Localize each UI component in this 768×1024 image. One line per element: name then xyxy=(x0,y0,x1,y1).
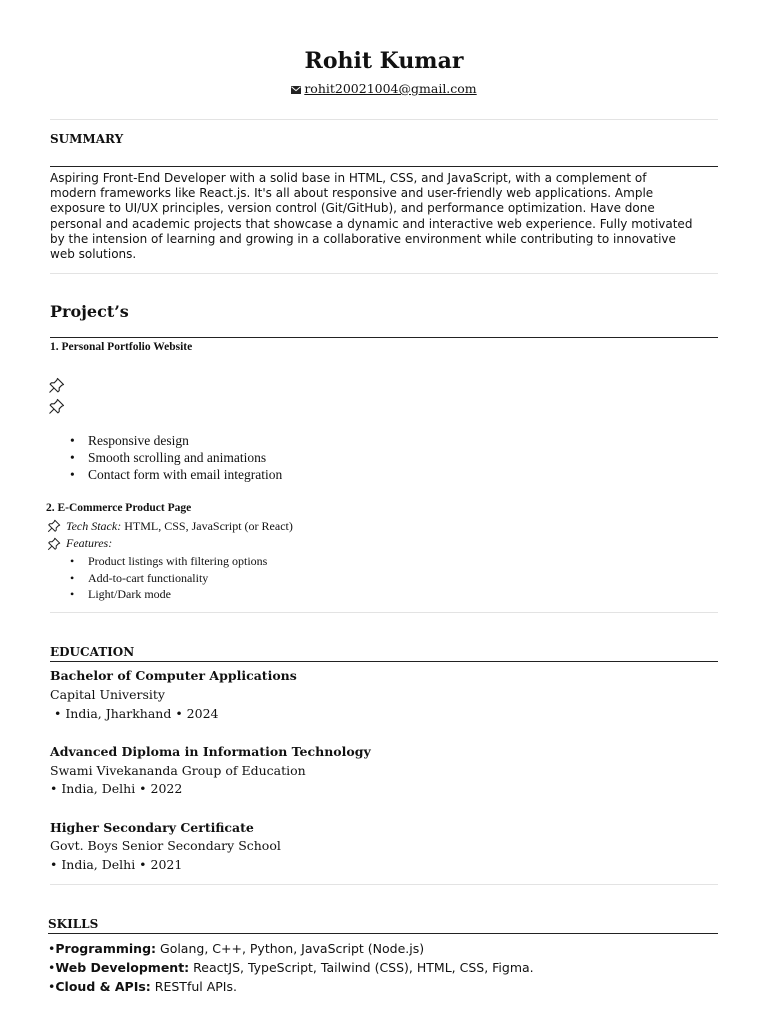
education-heading: EDUCATION xyxy=(50,645,135,659)
pushpin-icon xyxy=(47,519,61,533)
list-item: • Add-to-cart functionality xyxy=(66,570,267,587)
skill-item: •Web Development: ReactJS, TypeScript, Tailwind (CSS), HTML, CSS, Figma. xyxy=(48,960,534,975)
skill-label: Web Development: xyxy=(55,960,190,975)
skills-heading: SKILLS xyxy=(48,917,99,931)
pushpin-icon xyxy=(48,398,65,415)
divider xyxy=(50,612,718,613)
project-title: 2. E-Commerce Product Page xyxy=(46,502,192,514)
list-item: • Contact form with email integration xyxy=(66,467,282,484)
section-rule xyxy=(50,661,718,662)
skill-value: Golang, C++, Python, JavaScript (Node.js) xyxy=(156,941,425,956)
section-rule xyxy=(50,337,718,338)
skill-value: ReactJS, TypeScript, Tailwind (CSS), HTML, CSS, Figma. xyxy=(189,960,534,975)
contact-line xyxy=(0,81,768,96)
email-link[interactable]: rohit20021004@gmail.com xyxy=(304,81,477,96)
list-item: • Smooth scrolling and animations xyxy=(66,450,282,467)
degree-title: Bachelor of Computer Applications xyxy=(50,668,297,683)
project-title: 1. Personal Portfolio Website xyxy=(50,341,193,353)
skill-item: •Programming: Golang, C++, Python, JavaScript (Node.js) xyxy=(48,941,425,956)
summary-line: by the intension of learning and growing in a collaborative environment while contributing to innovative xyxy=(50,231,676,246)
pushpin-icon xyxy=(47,537,61,551)
location-year: • India, Delhi • 2021 xyxy=(50,857,183,872)
degree-title: Higher Secondary Certificate xyxy=(50,820,254,835)
summary-line: exposure to UI/UX principles, version control (Git/GitHub), and performance optimization. Have done xyxy=(50,201,655,216)
section-rule xyxy=(48,933,718,934)
summary-heading: SUMMARY xyxy=(50,132,124,146)
summary-line: modern frameworks like React.js. It's all about responsive and user-friendly web applications. Ample xyxy=(50,186,654,201)
tech-stack-label: Tech Stack: xyxy=(66,519,122,533)
summary-line: web solutions. xyxy=(50,247,137,262)
skill-label: Programming: xyxy=(55,941,157,956)
project-feature-list xyxy=(66,553,267,603)
tech-stack-value: HTML, CSS, JavaScript (or React) xyxy=(121,519,293,533)
divider xyxy=(50,119,718,120)
tech-stack-line xyxy=(66,519,293,534)
project-feature-list xyxy=(66,433,282,483)
location-year: • India, Jharkhand • 2024 xyxy=(54,706,219,721)
projects-heading: Project’s xyxy=(50,302,129,321)
degree-title: Advanced Diploma in Information Technology xyxy=(50,744,371,759)
section-rule xyxy=(50,166,718,167)
location-year: • India, Delhi • 2022 xyxy=(50,781,183,796)
list-item: • Product listings with filtering options xyxy=(66,553,267,570)
institution-name: Swami Vivekananda Group of Education xyxy=(50,763,306,778)
institution-name: Capital University xyxy=(50,687,165,702)
pushpin-icon xyxy=(48,377,65,394)
skill-label: Cloud & APIs: xyxy=(55,979,151,994)
envelope-icon xyxy=(291,86,301,94)
summary-text xyxy=(50,171,718,262)
skill-item: •Cloud & APIs: RESTful APIs. xyxy=(48,979,237,994)
skill-value: RESTful APIs. xyxy=(150,979,237,994)
divider xyxy=(50,884,718,885)
list-item: • Light/Dark mode xyxy=(66,586,267,603)
summary-line: personal and academic projects that showcase a dynamic and interactive web experience. Fully motivated xyxy=(50,216,693,231)
list-item: • Responsive design xyxy=(66,433,282,450)
candidate-name: Rohit Kumar xyxy=(304,48,464,74)
features-label: Features: xyxy=(66,536,113,550)
divider xyxy=(50,273,718,274)
institution-name: Govt. Boys Senior Secondary School xyxy=(50,838,281,853)
summary-line: Aspiring Front-End Developer with a solid base in HTML, CSS, and JavaScript, with a complement of xyxy=(50,171,647,185)
